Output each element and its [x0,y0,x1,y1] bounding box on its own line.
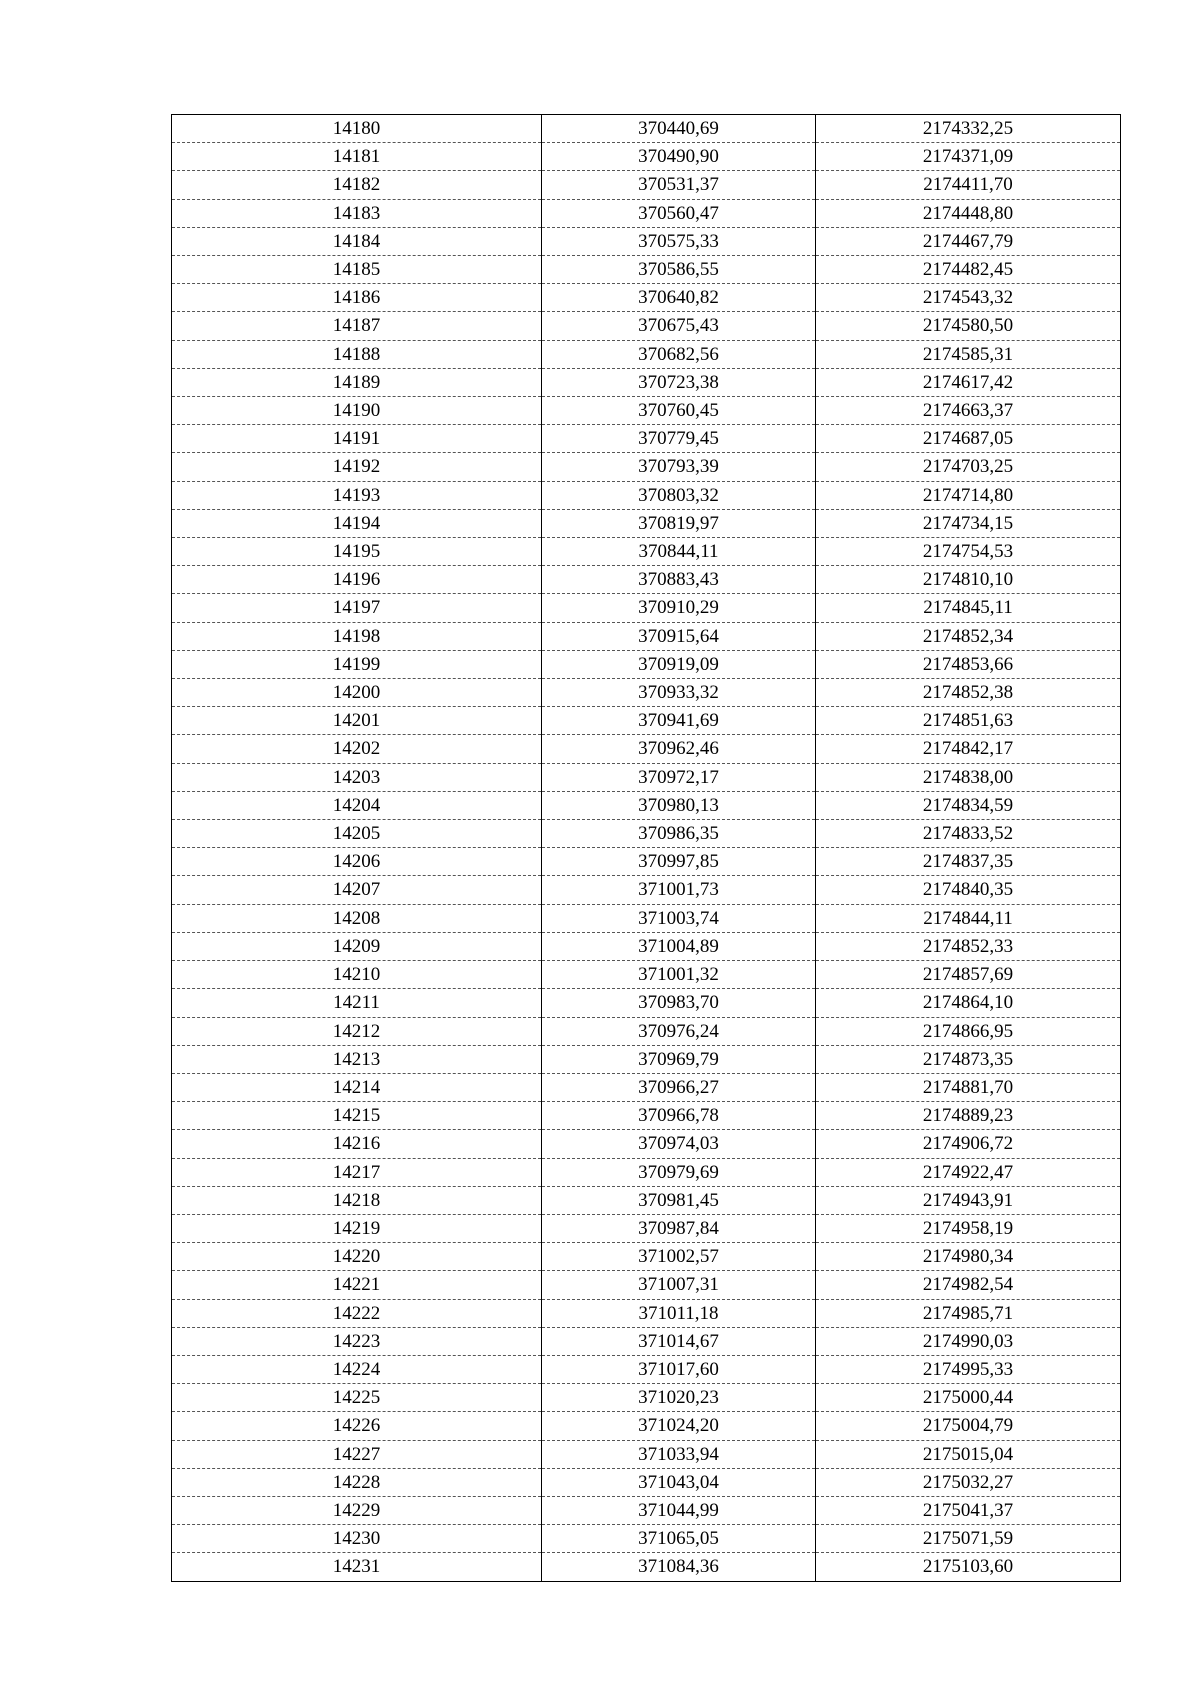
y-coordinate-cell: 2174842,17 [816,735,1121,763]
table-row [172,1412,1121,1440]
x-coordinate-cell: 370910,29 [542,594,816,622]
x-coordinate-cell: 371044,99 [542,1496,816,1524]
x-coordinate-cell: 371004,89 [542,932,816,960]
table-row [172,594,1121,622]
table-row [172,256,1121,284]
point-number-cell: 14211 [172,989,542,1017]
point-number-cell: 14195 [172,538,542,566]
y-coordinate-cell: 2175015,04 [816,1440,1121,1468]
x-coordinate-cell: 371017,60 [542,1355,816,1383]
table-row [172,1130,1121,1158]
table-row [172,650,1121,678]
x-coordinate-cell: 370440,69 [542,115,816,143]
y-coordinate-cell: 2174663,37 [816,397,1121,425]
table-row [172,763,1121,791]
y-coordinate-cell: 2174617,42 [816,368,1121,396]
point-number-cell: 14219 [172,1214,542,1242]
y-coordinate-cell: 2175032,27 [816,1468,1121,1496]
x-coordinate-cell: 370586,55 [542,256,816,284]
y-coordinate-cell: 2174448,80 [816,199,1121,227]
point-number-cell: 14191 [172,425,542,453]
point-number-cell: 14204 [172,791,542,819]
x-coordinate-cell: 371002,57 [542,1243,816,1271]
y-coordinate-cell: 2174852,38 [816,679,1121,707]
point-number-cell: 14183 [172,199,542,227]
table-row [172,1158,1121,1186]
point-number-cell: 14206 [172,848,542,876]
point-number-cell: 14199 [172,650,542,678]
x-coordinate-cell: 370941,69 [542,707,816,735]
x-coordinate-cell: 370723,38 [542,368,816,396]
x-coordinate-cell: 371011,18 [542,1299,816,1327]
y-coordinate-cell: 2174982,54 [816,1271,1121,1299]
point-number-cell: 14214 [172,1073,542,1101]
point-number-cell: 14198 [172,622,542,650]
x-coordinate-cell: 370966,27 [542,1073,816,1101]
x-coordinate-cell: 370675,43 [542,312,816,340]
y-coordinate-cell: 2174857,69 [816,961,1121,989]
point-number-cell: 14180 [172,115,542,143]
y-coordinate-cell: 2174864,10 [816,989,1121,1017]
y-coordinate-cell: 2174845,11 [816,594,1121,622]
table-row [172,1102,1121,1130]
point-number-cell: 14231 [172,1553,542,1581]
x-coordinate-cell: 371001,73 [542,876,816,904]
point-number-cell: 14212 [172,1017,542,1045]
table-row [172,1073,1121,1101]
x-coordinate-cell: 370844,11 [542,538,816,566]
table-row [172,1355,1121,1383]
x-coordinate-cell: 371014,67 [542,1327,816,1355]
y-coordinate-cell: 2174371,09 [816,143,1121,171]
table-row [172,961,1121,989]
x-coordinate-cell: 370972,17 [542,763,816,791]
x-coordinate-cell: 370933,32 [542,679,816,707]
point-number-cell: 14210 [172,961,542,989]
table-row [172,453,1121,481]
point-number-cell: 14220 [172,1243,542,1271]
table-row [172,989,1121,1017]
table-row [172,1299,1121,1327]
x-coordinate-cell: 370760,45 [542,397,816,425]
y-coordinate-cell: 2174958,19 [816,1214,1121,1242]
y-coordinate-cell: 2174411,70 [816,171,1121,199]
table-row [172,425,1121,453]
table-row [172,509,1121,537]
point-number-cell: 14197 [172,594,542,622]
point-number-cell: 14227 [172,1440,542,1468]
point-number-cell: 14189 [172,368,542,396]
x-coordinate-cell: 370490,90 [542,143,816,171]
y-coordinate-cell: 2174580,50 [816,312,1121,340]
point-number-cell: 14181 [172,143,542,171]
point-number-cell: 14215 [172,1102,542,1130]
y-coordinate-cell: 2174881,70 [816,1073,1121,1101]
point-number-cell: 14221 [172,1271,542,1299]
point-number-cell: 14229 [172,1496,542,1524]
x-coordinate-cell: 370974,03 [542,1130,816,1158]
table-row [172,171,1121,199]
y-coordinate-cell: 2174844,11 [816,904,1121,932]
x-coordinate-cell: 370986,35 [542,820,816,848]
point-number-cell: 14217 [172,1158,542,1186]
x-coordinate-cell: 370793,39 [542,453,816,481]
point-number-cell: 14187 [172,312,542,340]
x-coordinate-cell: 371043,04 [542,1468,816,1496]
x-coordinate-cell: 371084,36 [542,1553,816,1581]
y-coordinate-cell: 2174734,15 [816,509,1121,537]
table-row [172,735,1121,763]
point-number-cell: 14224 [172,1355,542,1383]
table-row [172,820,1121,848]
y-coordinate-cell: 2174985,71 [816,1299,1121,1327]
x-coordinate-cell: 370962,46 [542,735,816,763]
point-number-cell: 14185 [172,256,542,284]
x-coordinate-cell: 370983,70 [542,989,816,1017]
table-row [172,1327,1121,1355]
x-coordinate-cell: 370883,43 [542,566,816,594]
point-number-cell: 14205 [172,820,542,848]
y-coordinate-cell: 2174851,63 [816,707,1121,735]
y-coordinate-cell: 2174980,34 [816,1243,1121,1271]
table-row [172,904,1121,932]
table-row [172,876,1121,904]
x-coordinate-cell: 370966,78 [542,1102,816,1130]
y-coordinate-cell: 2174853,66 [816,650,1121,678]
table-row [172,1214,1121,1242]
point-number-cell: 14192 [172,453,542,481]
x-coordinate-cell: 370531,37 [542,171,816,199]
y-coordinate-cell: 2174754,53 [816,538,1121,566]
x-coordinate-cell: 370779,45 [542,425,816,453]
point-number-cell: 14202 [172,735,542,763]
y-coordinate-cell: 2174852,33 [816,932,1121,960]
table-row [172,1440,1121,1468]
y-coordinate-cell: 2174810,10 [816,566,1121,594]
point-number-cell: 14222 [172,1299,542,1327]
table-row [172,1271,1121,1299]
x-coordinate-cell: 371007,31 [542,1271,816,1299]
table-row [172,227,1121,255]
x-coordinate-cell: 370969,79 [542,1045,816,1073]
table-row [172,1186,1121,1214]
point-number-cell: 14200 [172,679,542,707]
y-coordinate-cell: 2174838,00 [816,763,1121,791]
y-coordinate-cell: 2174837,35 [816,848,1121,876]
table-row [172,284,1121,312]
x-coordinate-cell: 370979,69 [542,1158,816,1186]
table-row [172,679,1121,707]
point-number-cell: 14218 [172,1186,542,1214]
x-coordinate-cell: 370997,85 [542,848,816,876]
point-number-cell: 14213 [172,1045,542,1073]
y-coordinate-cell: 2175071,59 [816,1525,1121,1553]
point-number-cell: 14208 [172,904,542,932]
point-number-cell: 14190 [172,397,542,425]
point-number-cell: 14194 [172,509,542,537]
point-number-cell: 14226 [172,1412,542,1440]
y-coordinate-cell: 2174990,03 [816,1327,1121,1355]
point-number-cell: 14196 [172,566,542,594]
x-coordinate-cell: 370640,82 [542,284,816,312]
table-row [172,1017,1121,1045]
table-row [172,397,1121,425]
coordinate-table [171,114,1121,1582]
y-coordinate-cell: 2174467,79 [816,227,1121,255]
y-coordinate-cell: 2175004,79 [816,1412,1121,1440]
y-coordinate-cell: 2174866,95 [816,1017,1121,1045]
y-coordinate-cell: 2174889,23 [816,1102,1121,1130]
x-coordinate-cell: 370915,64 [542,622,816,650]
y-coordinate-cell: 2174873,35 [816,1045,1121,1073]
x-coordinate-cell: 370987,84 [542,1214,816,1242]
y-coordinate-cell: 2174922,47 [816,1158,1121,1186]
x-coordinate-cell: 370819,97 [542,509,816,537]
x-coordinate-cell: 370682,56 [542,340,816,368]
table-row [172,566,1121,594]
table-row [172,538,1121,566]
table-row [172,1045,1121,1073]
x-coordinate-cell: 370980,13 [542,791,816,819]
point-number-cell: 14228 [172,1468,542,1496]
y-coordinate-cell: 2174482,45 [816,256,1121,284]
y-coordinate-cell: 2174834,59 [816,791,1121,819]
point-number-cell: 14184 [172,227,542,255]
x-coordinate-cell: 371024,20 [542,1412,816,1440]
point-number-cell: 14223 [172,1327,542,1355]
point-number-cell: 14193 [172,481,542,509]
point-number-cell: 14207 [172,876,542,904]
x-coordinate-cell: 371001,32 [542,961,816,989]
table-row [172,199,1121,227]
point-number-cell: 14225 [172,1384,542,1412]
table-row [172,368,1121,396]
point-number-cell: 14216 [172,1130,542,1158]
point-number-cell: 14188 [172,340,542,368]
point-number-cell: 14186 [172,284,542,312]
table-row [172,1468,1121,1496]
y-coordinate-cell: 2174852,34 [816,622,1121,650]
y-coordinate-cell: 2174840,35 [816,876,1121,904]
table-row [172,791,1121,819]
point-number-cell: 14203 [172,763,542,791]
table-row [172,932,1121,960]
y-coordinate-cell: 2174332,25 [816,115,1121,143]
x-coordinate-cell: 370803,32 [542,481,816,509]
table-row [172,707,1121,735]
y-coordinate-cell: 2174585,31 [816,340,1121,368]
y-coordinate-cell: 2174703,25 [816,453,1121,481]
table-row [172,1496,1121,1524]
y-coordinate-cell: 2175103,60 [816,1553,1121,1581]
y-coordinate-cell: 2174995,33 [816,1355,1121,1383]
x-coordinate-cell: 371003,74 [542,904,816,932]
table-row [172,481,1121,509]
table-row [172,115,1121,143]
point-number-cell: 14182 [172,171,542,199]
y-coordinate-cell: 2175000,44 [816,1384,1121,1412]
point-number-cell: 14201 [172,707,542,735]
x-coordinate-cell: 371033,94 [542,1440,816,1468]
y-coordinate-cell: 2174906,72 [816,1130,1121,1158]
point-number-cell: 14230 [172,1525,542,1553]
x-coordinate-cell: 371020,23 [542,1384,816,1412]
x-coordinate-cell: 370560,47 [542,199,816,227]
x-coordinate-cell: 370919,09 [542,650,816,678]
y-coordinate-cell: 2174687,05 [816,425,1121,453]
table-row [172,340,1121,368]
y-coordinate-cell: 2174833,52 [816,820,1121,848]
table-row [172,1553,1121,1581]
x-coordinate-cell: 370981,45 [542,1186,816,1214]
table-row [172,143,1121,171]
coordinate-table-body [172,115,1121,1582]
y-coordinate-cell: 2175041,37 [816,1496,1121,1524]
point-number-cell: 14209 [172,932,542,960]
x-coordinate-cell: 370575,33 [542,227,816,255]
y-coordinate-cell: 2174543,32 [816,284,1121,312]
table-row [172,622,1121,650]
y-coordinate-cell: 2174714,80 [816,481,1121,509]
table-row [172,1525,1121,1553]
y-coordinate-cell: 2174943,91 [816,1186,1121,1214]
table-row [172,1384,1121,1412]
table-row [172,1243,1121,1271]
table-row [172,312,1121,340]
x-coordinate-cell: 370976,24 [542,1017,816,1045]
table-row [172,848,1121,876]
x-coordinate-cell: 371065,05 [542,1525,816,1553]
